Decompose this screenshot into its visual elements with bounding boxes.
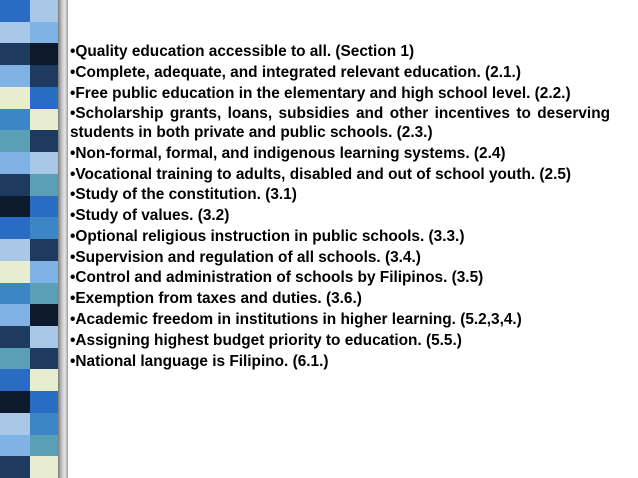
bullet-dot: • [70,84,76,102]
decorative-divider-bar [58,0,68,478]
strip-cell [30,239,58,261]
strip-row [0,435,58,457]
strip-cell [0,65,30,87]
strip-row [0,217,58,239]
strip-cell [0,326,30,348]
bullet-item [70,166,610,185]
bullet-text: Assigning highest budget priority to education. (5.5.) [75,331,462,349]
bullet-text: Quality education accessible to all. (Section 1) [75,43,415,60]
strip-cell [30,369,58,391]
strip-cell [0,435,30,457]
strip-cell [0,196,30,218]
bullet-item [70,145,610,164]
strip-row [0,369,58,391]
strip-row [0,456,58,478]
bullet-text: Vocational training to adults, disabled and out of school youth. (2.5) [75,165,572,183]
strip-row [0,130,58,152]
strip-cell [0,0,30,22]
bullet-item [70,85,610,104]
bullet-dot: • [70,310,76,328]
bullet-dot: • [70,227,76,245]
bullet-text: Optional religious instruction in public schools. (3.3.) [75,227,465,245]
strip-cell [30,261,58,283]
strip-cell [30,0,58,22]
bullet-item [70,290,610,309]
strip-cell [30,391,58,413]
bullet-dot: • [70,105,76,123]
strip-cell [30,22,58,44]
strip-cell [30,43,58,65]
strip-row [0,65,58,87]
bullet-dot: • [70,165,76,183]
strip-cell [0,348,30,370]
strip-row [0,261,58,283]
bullet-item [70,207,610,226]
strip-cell [30,109,58,131]
bullet-text: Supervision and regulation of all schools. (3.4.) [75,248,421,266]
bullet-text: Scholarship grants, loans, subsidies and other incentives to deserving students in both private and public schools. (2.3.) [70,105,610,141]
strip-cell [30,348,58,370]
strip-row [0,174,58,196]
strip-row [0,196,58,218]
strip-cell [30,196,58,218]
strip-row [0,152,58,174]
strip-cell [0,304,30,326]
bullet-text: Study of values. (3.2) [75,207,230,225]
strip-cell [0,217,30,239]
strip-cell [30,130,58,152]
bullet-item [70,228,610,247]
strip-row [0,391,58,413]
bullet-dot: • [70,207,76,225]
strip-cell [0,43,30,65]
bullet-text: National language is Filipino. (6.1.) [75,352,329,370]
strip-cell [30,413,58,435]
bullet-text: Free public education in the elementary and high school level. (2.2.) [75,84,571,102]
strip-row [0,283,58,305]
bullet-text: Control and administration of schools by Filipinos. (3.5) [75,269,484,287]
strip-cell [30,217,58,239]
bullet-item [70,43,610,62]
strip-row [0,326,58,348]
decorative-side-strip [0,0,58,478]
strip-cell [30,304,58,326]
bullet-text: Study of the constitution. (3.1) [75,186,297,204]
bullet-text: Non-formal, formal, and indigenous learning systems. (2.4) [75,144,506,162]
strip-cell [30,326,58,348]
strip-row [0,22,58,44]
strip-row [0,304,58,326]
strip-cell [0,283,30,305]
bullet-item [70,269,610,288]
bullet-item [70,311,610,330]
bullet-item [70,332,610,351]
strip-cell [30,435,58,457]
bullet-dot: • [70,331,76,349]
strip-cell [0,109,30,131]
bullet-dot: • [70,248,76,266]
strip-cell [30,456,58,478]
strip-row [0,348,58,370]
strip-cell [30,87,58,109]
strip-cell [30,283,58,305]
bullet-dot: • [70,290,76,308]
strip-cell [0,413,30,435]
bullet-item [70,105,610,142]
strip-cell [0,456,30,478]
bullet-text: Complete, adequate, and integrated relevant education. (2.1.) [75,63,521,81]
strip-row [0,0,58,22]
bullet-dot: • [70,63,76,81]
bullet-dot: • [70,43,76,60]
strip-cell [30,152,58,174]
strip-cell [30,174,58,196]
strip-cell [0,87,30,109]
strip-row [0,43,58,65]
bullet-item [70,353,610,372]
strip-cell [0,174,30,196]
strip-cell [30,65,58,87]
strip-cell [0,391,30,413]
bullet-dot: • [70,352,76,370]
bullet-list [70,43,610,373]
strip-row [0,239,58,261]
bullet-text: Exemption from taxes and duties. (3.6.) [75,290,362,308]
bullet-dot: • [70,144,76,162]
bullet-text: Academic freedom in institutions in higher learning. (5.2,3,4.) [75,310,522,328]
strip-cell [0,22,30,44]
strip-cell [0,239,30,261]
strip-row [0,413,58,435]
bullet-dot: • [70,269,76,287]
strip-row [0,109,58,131]
strip-cell [0,369,30,391]
bullet-item [70,186,610,205]
bullet-item [70,64,610,83]
strip-cell [0,261,30,283]
strip-cell [0,152,30,174]
strip-cell [0,130,30,152]
bullet-dot: • [70,186,76,204]
strip-row [0,87,58,109]
bullet-item [70,249,610,268]
